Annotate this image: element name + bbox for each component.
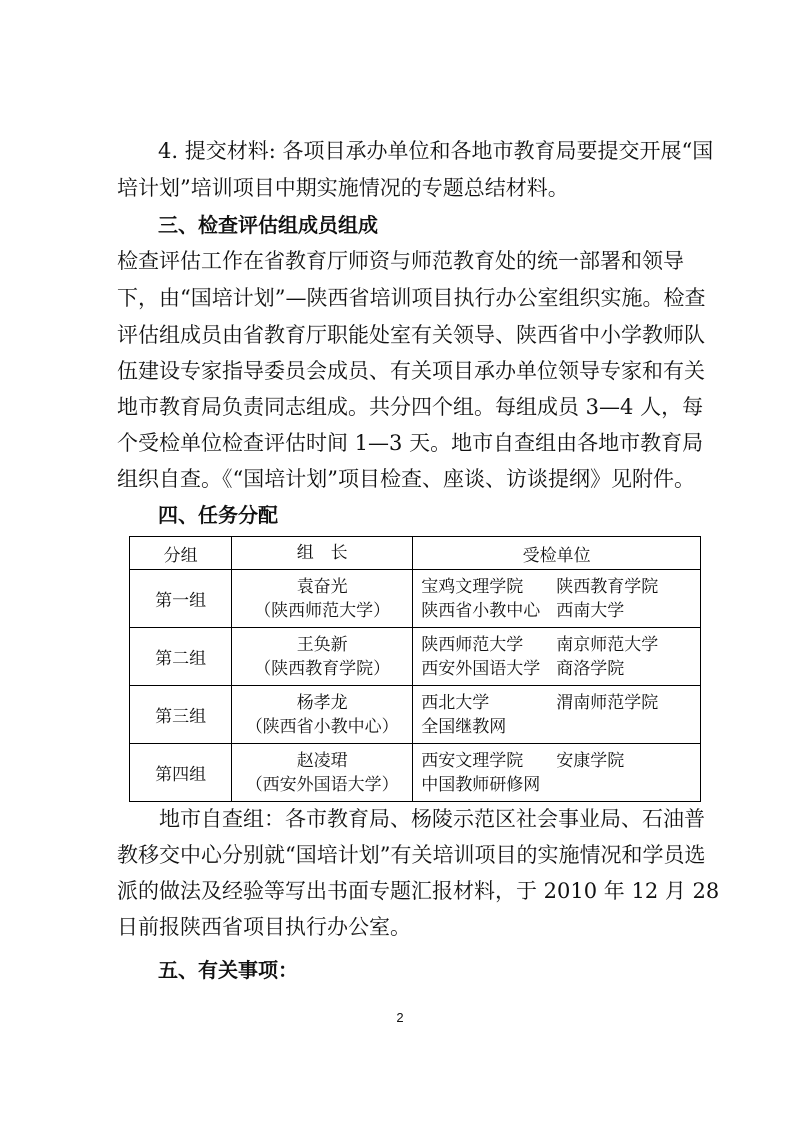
leader-cell bbox=[232, 686, 413, 744]
unit: 西北大学 bbox=[421, 692, 490, 713]
assignment-table bbox=[129, 536, 701, 802]
group-cell: 第二组 bbox=[130, 628, 232, 686]
leader-name: 袁奋光 bbox=[296, 576, 348, 597]
table-header-row bbox=[130, 537, 701, 570]
page-number: 2 bbox=[396, 1010, 404, 1025]
units-cell bbox=[413, 628, 701, 686]
group-cell: 第四组 bbox=[130, 744, 232, 802]
leader-cell bbox=[232, 570, 413, 628]
units-cell bbox=[413, 570, 701, 628]
table-row bbox=[130, 744, 701, 802]
leader-org: （陕西省小教中心） bbox=[245, 716, 399, 737]
header-leader: 组 长 bbox=[232, 537, 413, 570]
leader-org: （西安外国语大学） bbox=[245, 774, 399, 795]
leader-cell bbox=[232, 628, 413, 686]
header-group: 分组 bbox=[130, 537, 232, 570]
section3-line-1: 检查评估工作在省教育厅师资与师范教育处的统一部署和领导 bbox=[117, 249, 684, 273]
section3-line-7: 组织自查。《“国培计划”项目检查、座谈、访谈提纲》见附件。 bbox=[117, 467, 695, 491]
unit: 中国教师研修网 bbox=[421, 774, 541, 795]
leader-name: 杨孝龙 bbox=[296, 692, 348, 713]
unit: 安康学院 bbox=[556, 750, 625, 771]
group-cell: 第三组 bbox=[130, 686, 232, 744]
after-table-line-1: 地市自查组：各市教育局、杨陵示范区社会事业局、石油普 bbox=[117, 807, 705, 831]
para4-line-1: 4. 提交材料: 各项目承办单位和各地市教育局要提交开展“国 bbox=[158, 139, 714, 163]
after-table-line-4: 日前报陕西省项目执行办公室。 bbox=[117, 915, 411, 939]
group-cell: 第一组 bbox=[130, 570, 232, 628]
para4-line-2: 培计划”培训项目中期实施情况的专题总结材料。 bbox=[117, 176, 569, 200]
section3-line-4: 伍建设专家指导委员会成员、有关项目承办单位领导专家和有关 bbox=[117, 359, 705, 383]
section4-heading: 四、任务分配 bbox=[158, 503, 278, 527]
section5-heading: 五、有关事项： bbox=[158, 958, 298, 982]
table-row bbox=[130, 628, 701, 686]
unit: 西安外国语大学 bbox=[421, 658, 541, 679]
leader-org: （陕西师范大学） bbox=[254, 600, 391, 621]
table-row bbox=[130, 686, 701, 744]
leader-name: 王奂新 bbox=[296, 634, 348, 655]
after-table-line-2: 教移交中心分别就“国培计划”有关培训项目的实施情况和学员选 bbox=[117, 843, 706, 867]
section3-line-3: 评估组成员由省教育厅职能处室有关领导、陕西省中小学教师队 bbox=[117, 323, 705, 347]
units-cell bbox=[413, 744, 701, 802]
unit: 宝鸡文理学院 bbox=[421, 576, 524, 597]
leader-name: 赵凌珺 bbox=[296, 750, 348, 771]
leader-cell bbox=[232, 744, 413, 802]
header-units: 受检单位 bbox=[413, 537, 701, 570]
unit: 南京师范大学 bbox=[556, 634, 659, 655]
after-table-line-3: 派的做法及经验等写出书面专题汇报材料，于 2010 年 12 月 28 bbox=[117, 879, 720, 903]
section3-line-6: 个受检单位检查评估时间 1—3 天。地市自查组由各地市教育局 bbox=[117, 431, 704, 455]
unit: 陕西师范大学 bbox=[421, 634, 524, 655]
section3-line-2: 下，由“国培计划”—陕西省培训项目执行办公室组织实施。检查 bbox=[117, 286, 706, 310]
unit: 全国继教网 bbox=[421, 716, 507, 737]
leader-org: （陕西教育学院） bbox=[254, 658, 391, 679]
unit: 渭南师范学院 bbox=[556, 692, 659, 713]
unit: 陕西省小教中心 bbox=[421, 600, 541, 621]
table-row bbox=[130, 570, 701, 628]
section3-line-5: 地市教育局负责同志组成。共分四个组。每组成员 3—4 人，每 bbox=[117, 395, 704, 419]
unit: 陕西教育学院 bbox=[556, 576, 659, 597]
unit: 西安文理学院 bbox=[421, 750, 524, 771]
units-cell bbox=[413, 686, 701, 744]
unit: 商洛学院 bbox=[556, 658, 625, 679]
unit: 西南大学 bbox=[556, 600, 625, 621]
section3-heading: 三、检查评估组成员组成 bbox=[158, 213, 378, 237]
